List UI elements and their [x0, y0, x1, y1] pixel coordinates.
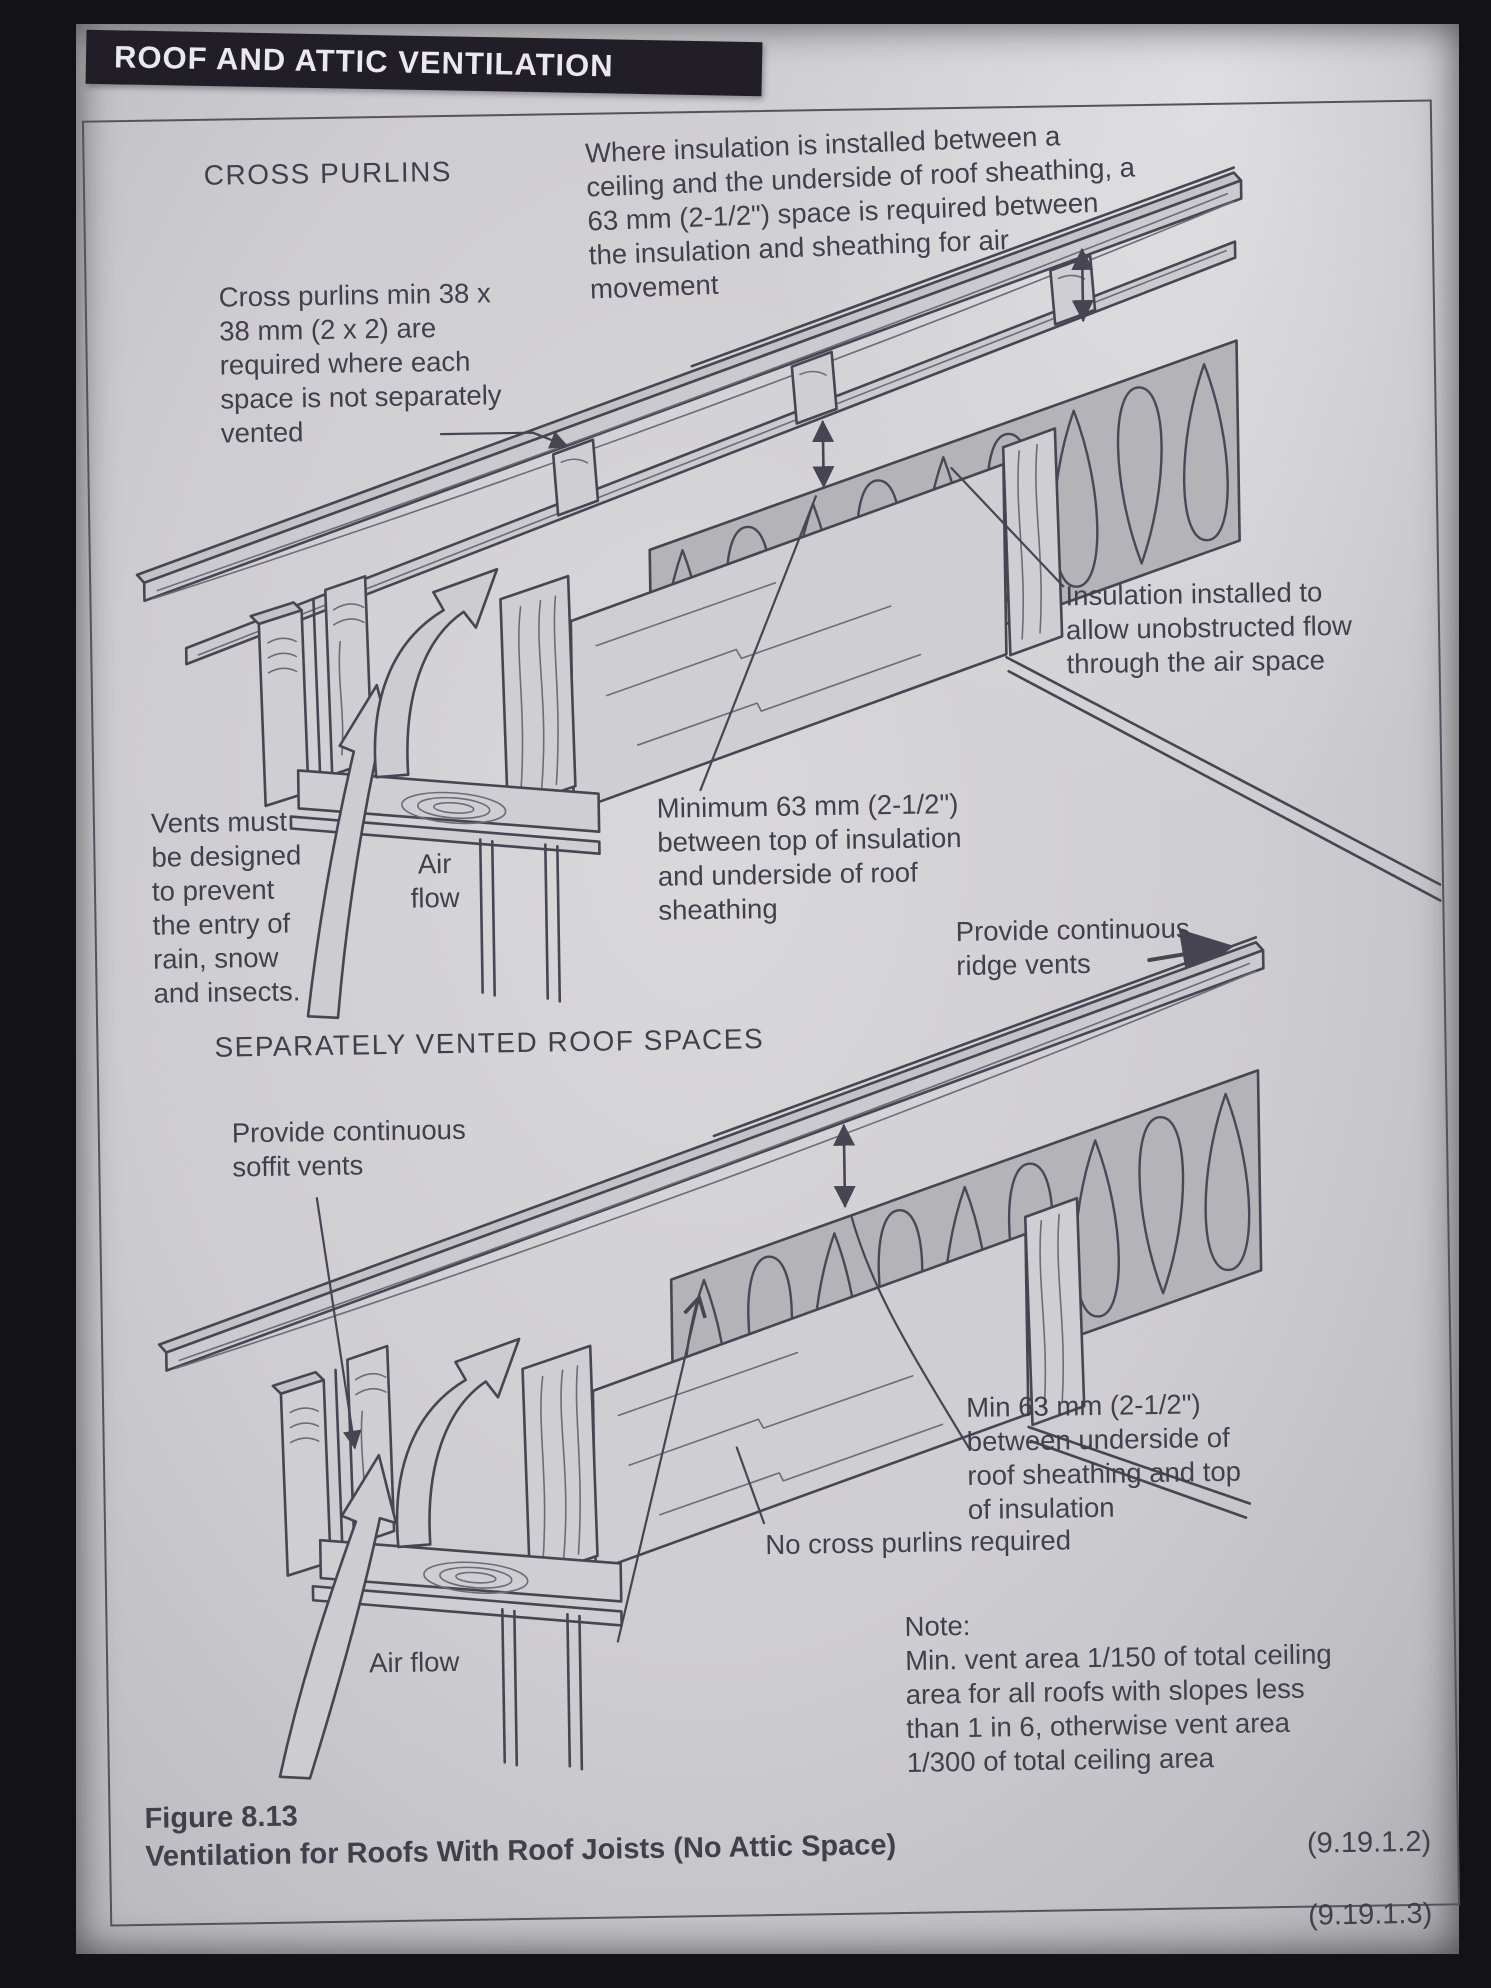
roof-joist-b-top: [500, 576, 576, 809]
figure-number: Figure 8.13: [144, 1800, 298, 1835]
code-references: [1306, 1788, 1433, 1970]
figure-title: Ventilation for Roofs With Roof Joists (No Attic Space): [144, 1829, 897, 1873]
air-flow-label-bottom: Air flow: [368, 1645, 460, 1679]
code-reference-1: (9.19.1.2): [1306, 1825, 1432, 1860]
book-page: [76, 24, 1459, 1954]
air-flow-label-top: Air flow: [410, 848, 460, 914]
insulation-space-note: Where insulation is installed between a ceiling and the underside of roof sheathing, a 63 mm (2-1/2") space is required between the insulation and sheathing for air movement: [584, 120, 1136, 305]
roof-joist-b-bottom: [522, 1346, 598, 1579]
vents-design-note: Vents must be designed to prevent the entry of rain, snow and insects.: [150, 805, 302, 1009]
min-space-note-top: Minimum 63 mm (2-1/2") between top of insulation and underside of roof sheathing: [656, 788, 962, 926]
top-section-heading: CROSS PURLINS: [203, 155, 453, 191]
roof-joist-end-top: [1003, 428, 1063, 655]
air-flow-curved-arrow-top: [372, 569, 500, 777]
min-space-note-bottom: Min 63 mm (2-1/2") between underside of roof sheathing and top of insulation: [965, 1388, 1242, 1525]
ridge-vents-label: Provide continuous ridge vents: [955, 912, 1190, 982]
ceiling-edge-lines-top: [1006, 651, 1440, 908]
soffit-vents-label: Provide continuous soffit vents: [231, 1113, 466, 1183]
section-header-title: ROOF AND ATTIC VENTILATION: [113, 39, 614, 84]
air-flow-curved-arrow-bottom: [394, 1339, 522, 1547]
no-cross-purlins-label: No cross purlins required: [765, 1524, 1072, 1561]
wall-posts-bottom: [502, 1608, 582, 1770]
vent-area-note: Note: Min. vent area 1/150 of total ceiling area for all roofs with slopes less than 1 in 6, otherwise vent area 1/300 of total ceiling area: [904, 1609, 1332, 1778]
bottom-section-heading: SEPARATELY VENTED ROOF SPACES: [214, 1023, 765, 1063]
air-space-dimension-arrow-bottom: [844, 1126, 845, 1206]
insulation-installed-note: Insulation installed to allow unobstructed flow through the air space: [1065, 576, 1353, 680]
cross-purlins-note: Cross purlins min 38 x 38 mm (2 x 2) are required where each space is not separately vented: [218, 277, 502, 449]
figure-frame: [82, 100, 1460, 1932]
section-header-bar: [86, 30, 763, 96]
wall-posts-top: [480, 838, 560, 1002]
code-reference-2: (9.19.1.3): [1307, 1897, 1433, 1932]
